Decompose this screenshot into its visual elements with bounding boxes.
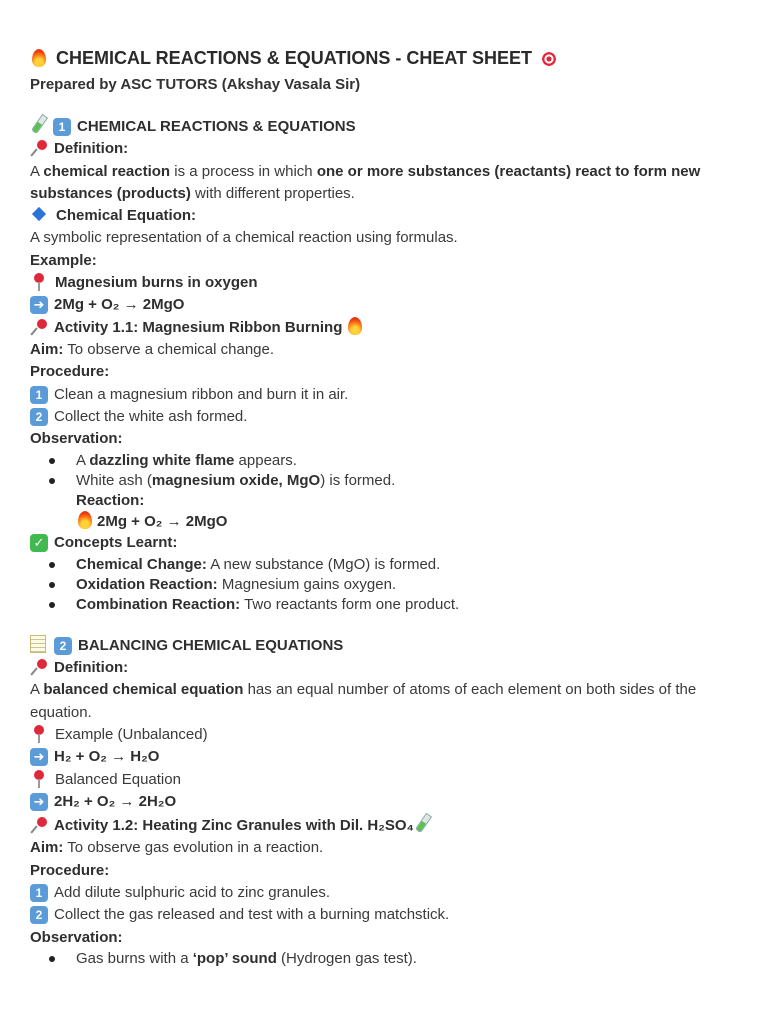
location-pin-icon xyxy=(33,770,45,788)
right-arrow-icon: ➜ xyxy=(30,748,48,766)
procedure-label: Procedure: xyxy=(30,363,110,381)
balanced-equation: ➜ 2H₂ + O₂ → 2H₂O xyxy=(30,791,738,813)
number-2-icon: 2 xyxy=(30,906,48,924)
list-item: Oxidation Reaction: Magnesium gains oxygen. xyxy=(76,575,738,595)
author-line: Prepared by ASC TUTORS (Akshay Vasala Sir) xyxy=(30,76,361,93)
fire-icon xyxy=(78,511,92,529)
number-1-icon: 1 xyxy=(30,884,48,902)
list-item: A dazzling white flame appears. xyxy=(76,451,738,471)
procedure-step: 2 Collect the white ash formed. xyxy=(30,406,738,428)
procedure-step: 2 Collect the gas released and test with a burning matchstick. xyxy=(30,904,738,926)
page-title: CHEMICAL REACTIONS & EQUATIONS - CHEAT SHEET xyxy=(30,44,738,72)
definition-label: Definition: xyxy=(30,657,738,679)
right-arrow-icon: ➜ xyxy=(30,296,48,314)
test-tube-icon xyxy=(31,114,48,134)
chemical-equation-label: Chemical Equation: xyxy=(30,205,738,227)
reaction-equation: 2Mg + O₂ → 2MgO xyxy=(30,511,738,532)
test-tube-icon xyxy=(415,813,432,833)
location-pin-icon xyxy=(33,725,45,743)
list-item: Combination Reaction: Two reactants form one product. xyxy=(76,595,738,615)
observation-label: Observation: xyxy=(30,430,123,448)
definition-label: Definition: xyxy=(30,138,738,160)
procedure-step: 1 Clean a magnesium ribbon and burn it in air. xyxy=(30,384,738,406)
chemical-equation-text: A symbolic representation of a chemical reaction using formulas. xyxy=(30,229,458,247)
pushpin-icon xyxy=(30,318,48,336)
section-2-heading: 2 BALANCING CHEMICAL EQUATIONS xyxy=(30,635,738,657)
pushpin-icon xyxy=(30,658,48,676)
balanced-equation-label: Balanced Equation xyxy=(30,769,738,791)
aim-line: Aim: To observe gas evolution in a reaction. xyxy=(30,839,324,857)
list-item: White ash (magnesium oxide, MgO) is formed. xyxy=(76,471,738,491)
number-1-icon: 1 xyxy=(30,386,48,404)
right-arrow-icon: ➜ xyxy=(30,793,48,811)
activity-1-2: Activity 1.2: Heating Zinc Granules with Dil. H₂SO₄ xyxy=(30,813,738,837)
aim-line: Aim: To observe a chemical change. xyxy=(30,340,275,358)
concepts-list xyxy=(30,555,738,615)
example-title: Magnesium burns in oxygen xyxy=(30,272,738,294)
reaction-label: Reaction: xyxy=(76,492,145,510)
definition-text: A chemical reaction is a process in which one or more substances (reactants) react to form new substances (products) with different properties. xyxy=(30,162,701,202)
definition-text: A balanced chemical equation has an equal number of atoms of each element on both sides of the equation. xyxy=(30,681,697,721)
procedure-step: 1 Add dilute sulphuric acid to zinc granules. xyxy=(30,882,738,904)
example-equation: ➜ 2Mg + O₂ → 2MgO xyxy=(30,294,738,316)
blue-diamond-icon xyxy=(32,207,46,221)
list-item: Chemical Change: A new substance (MgO) is formed. xyxy=(76,555,738,575)
list-item: Gas burns with a ‘pop’ sound (Hydrogen gas test). xyxy=(76,949,738,969)
concepts-label: ✓ Concepts Learnt: xyxy=(30,532,738,554)
example-label: Example: xyxy=(30,251,97,269)
activity-1-1: Activity 1.1: Magnesium Ribbon Burning xyxy=(30,317,738,339)
location-pin-icon xyxy=(33,273,45,291)
number-2-icon: 2 xyxy=(30,408,48,426)
number-2-icon: 2 xyxy=(54,637,72,655)
target-icon xyxy=(541,51,557,67)
procedure-label: Procedure: xyxy=(30,861,110,879)
fire-icon xyxy=(348,317,362,335)
section-1-heading: 1 CHEMICAL REACTIONS & EQUATIONS xyxy=(30,114,738,138)
observation-list xyxy=(30,949,738,969)
check-mark-icon: ✓ xyxy=(30,534,48,552)
memo-icon xyxy=(30,635,46,653)
pushpin-icon xyxy=(30,139,48,157)
unbalanced-example-label: Example (Unbalanced) xyxy=(30,724,738,746)
observation-label: Observation: xyxy=(30,928,123,946)
pushpin-icon xyxy=(30,816,48,834)
number-1-icon: 1 xyxy=(53,118,71,136)
unbalanced-equation: ➜ H₂ + O₂ → H₂O xyxy=(30,746,738,768)
fire-icon xyxy=(32,49,46,67)
observation-list xyxy=(30,451,738,491)
